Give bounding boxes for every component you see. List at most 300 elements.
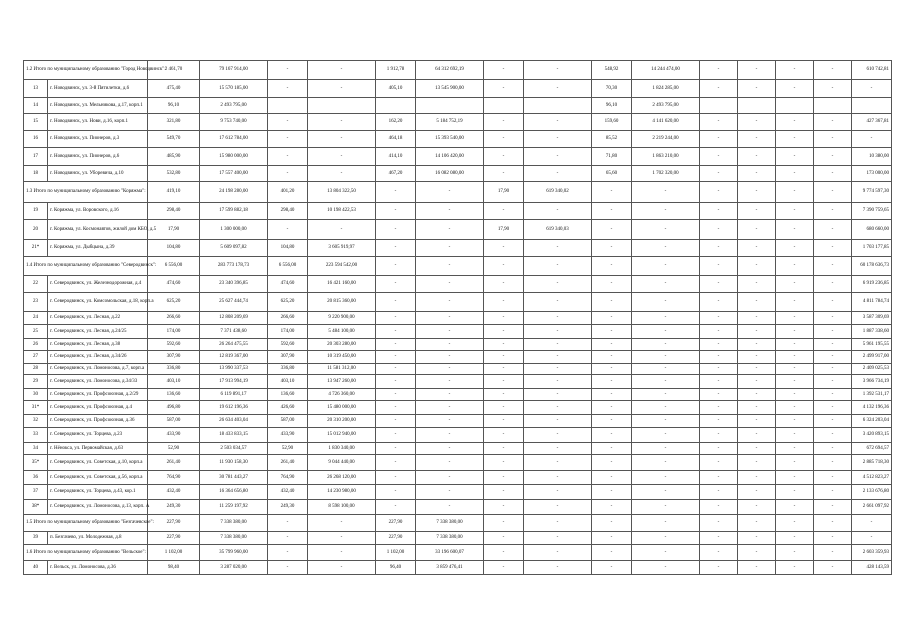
value-cell: 26 268 120,00: [308, 471, 376, 485]
value-cell: -: [738, 485, 776, 500]
value-cell: -: [814, 312, 852, 325]
value-cell: -: [524, 257, 592, 276]
row-number: 26: [24, 339, 48, 351]
address-cell: п. Безгачево, ул. Молодежная, д.8: [48, 532, 148, 545]
value-cell: 2 409 025,53: [852, 364, 892, 375]
value-cell: -: [268, 532, 308, 545]
value-cell: -: [524, 471, 592, 485]
value-cell: -: [632, 276, 700, 293]
value-cell: 3 859 476,41: [416, 561, 484, 575]
table-row: [24, 415, 892, 428]
value-cell: 401,20: [268, 182, 308, 203]
table-body: [24, 61, 892, 575]
table-row: [24, 166, 892, 182]
value-cell: -: [852, 80, 892, 98]
value-cell: [524, 98, 592, 114]
value-cell: 7 338 380,00: [416, 532, 484, 545]
value-cell: -: [738, 148, 776, 166]
value-cell: -: [592, 276, 632, 293]
value-cell: 60 178 636,73: [852, 257, 892, 276]
value-cell: -: [738, 443, 776, 455]
table-row: [24, 293, 892, 312]
row-number: 20: [24, 220, 48, 240]
value-cell: -: [814, 182, 852, 203]
value-cell: 10 319 450,00: [308, 351, 376, 364]
value-cell: 587,00: [268, 415, 308, 428]
value-cell: 13 545 900,00: [416, 80, 484, 98]
value-cell: -: [416, 375, 484, 389]
value-cell: -: [524, 364, 592, 375]
value-cell: -: [484, 364, 524, 375]
value-cell: -: [484, 455, 524, 471]
value-cell: 6 556,00: [268, 257, 308, 276]
value-cell: -: [776, 351, 814, 364]
value-cell: -: [376, 401, 416, 415]
table-row: [24, 428, 892, 443]
value-cell: 227,90: [148, 515, 200, 532]
value-cell: -: [814, 131, 852, 148]
value-cell: -: [484, 545, 524, 561]
value-cell: -: [632, 293, 700, 312]
value-cell: -: [484, 131, 524, 148]
value-cell: 17 599 882,18: [200, 203, 268, 220]
value-cell: 6 556,00: [148, 257, 200, 276]
value-cell: -: [776, 471, 814, 485]
row-number: 39: [24, 532, 48, 545]
value-cell: 1 824 285,00: [632, 80, 700, 98]
value-cell: -: [484, 443, 524, 455]
subtotal-row: [24, 61, 892, 80]
value-cell: 11 259 197,92: [200, 500, 268, 515]
value-cell: -: [376, 220, 416, 240]
value-cell: -: [308, 166, 376, 182]
value-cell: -: [776, 312, 814, 325]
value-cell: -: [416, 364, 484, 375]
value-cell: 403,10: [148, 375, 200, 389]
value-cell: 7 338 380,00: [200, 515, 268, 532]
value-cell: [308, 98, 376, 114]
value-cell: -: [524, 312, 592, 325]
value-cell: -: [738, 182, 776, 203]
value-cell: 619 340,03: [524, 220, 592, 240]
value-cell: -: [632, 257, 700, 276]
value-cell: -: [524, 293, 592, 312]
value-cell: -: [814, 166, 852, 182]
value-cell: -: [484, 500, 524, 515]
value-cell: 35 799 960,00: [200, 545, 268, 561]
value-cell: -: [268, 114, 308, 131]
table-row: [24, 98, 892, 114]
value-cell: -: [484, 293, 524, 312]
value-cell: -: [524, 515, 592, 532]
value-cell: 17 913 994,19: [200, 375, 268, 389]
value-cell: -: [524, 240, 592, 257]
value-cell: -: [738, 276, 776, 293]
value-cell: 474,60: [268, 276, 308, 293]
value-cell: -: [632, 545, 700, 561]
value-cell: -: [632, 443, 700, 455]
value-cell: -: [524, 532, 592, 545]
value-cell: -: [700, 220, 738, 240]
row-number: 13: [24, 80, 48, 98]
value-cell: -: [738, 401, 776, 415]
value-cell: 2 885 718,30: [852, 455, 892, 471]
value-cell: -: [592, 364, 632, 375]
value-cell: -: [524, 561, 592, 575]
value-cell: 4 132 196,36: [852, 401, 892, 415]
subtotal-row: [24, 257, 892, 276]
value-cell: -: [376, 182, 416, 203]
address-cell: г. Новодвинск, ул. 3-й Пятилетки, д.6: [48, 80, 148, 98]
address-cell: г. Коряжма, ул. Дыбцына, д.39: [48, 240, 148, 257]
value-cell: -: [814, 61, 852, 80]
value-cell: 33 196 600,07: [416, 545, 484, 561]
value-cell: 249,30: [268, 500, 308, 515]
value-cell: -: [776, 532, 814, 545]
row-number: 21*: [24, 240, 48, 257]
table-row: [24, 114, 892, 131]
value-cell: -: [700, 415, 738, 428]
value-cell: 136,60: [148, 389, 200, 401]
value-cell: -: [776, 515, 814, 532]
value-cell: -: [700, 61, 738, 80]
value-cell: -: [592, 203, 632, 220]
address-cell: г. Северодвинск, ул. Торцева, д.23: [48, 428, 148, 443]
value-cell: -: [776, 325, 814, 339]
value-cell: 7 338 380,00: [200, 532, 268, 545]
value-cell: 249,30: [148, 500, 200, 515]
value-cell: -: [592, 240, 632, 257]
value-cell: -: [700, 114, 738, 131]
value-cell: -: [524, 351, 592, 364]
value-cell: -: [524, 61, 592, 80]
value-cell: -: [738, 389, 776, 401]
value-cell: 307,90: [148, 351, 200, 364]
value-cell: -: [524, 114, 592, 131]
value-cell: -: [376, 240, 416, 257]
table-row: [24, 389, 892, 401]
value-cell: -: [308, 220, 376, 240]
address-cell: г. Новодвинск, ул. Уборевича, д.10: [48, 166, 148, 182]
value-cell: [700, 98, 738, 114]
value-cell: 71,80: [592, 148, 632, 166]
value-cell: 10 380,00: [852, 148, 892, 166]
value-cell: -: [776, 131, 814, 148]
value-cell: 227,90: [148, 532, 200, 545]
value-cell: 6 324 203,04: [852, 415, 892, 428]
value-cell: 173 000,00: [852, 166, 892, 182]
value-cell: -: [632, 339, 700, 351]
table-row: [24, 339, 892, 351]
table-row: [24, 455, 892, 471]
value-cell: 24 198 280,00: [200, 182, 268, 203]
value-cell: -: [814, 293, 852, 312]
value-cell: 403,10: [268, 375, 308, 389]
value-cell: -: [632, 240, 700, 257]
value-cell: -: [700, 532, 738, 545]
value-cell: -: [700, 485, 738, 500]
row-number: 30: [24, 389, 48, 401]
value-cell: 5 484 100,00: [308, 325, 376, 339]
value-cell: 433,90: [268, 428, 308, 443]
value-cell: -: [416, 428, 484, 443]
row-number: 32: [24, 415, 48, 428]
address-cell: г. Новодвинск, ул. Мельникова, д.17, корп.1: [48, 98, 148, 114]
value-cell: -: [484, 351, 524, 364]
table-row: [24, 148, 892, 166]
value-cell: -: [632, 389, 700, 401]
value-cell: 85,52: [592, 131, 632, 148]
value-cell: [814, 98, 852, 114]
value-cell: -: [416, 455, 484, 471]
value-cell: -: [484, 428, 524, 443]
value-cell: 15 980 000,00: [200, 148, 268, 166]
address-cell: г. Вельск, ул. Ломоносова, д.36: [48, 561, 148, 575]
value-cell: 433,90: [148, 428, 200, 443]
value-cell: -: [776, 182, 814, 203]
value-cell: -: [700, 240, 738, 257]
value-cell: -: [376, 257, 416, 276]
value-cell: -: [376, 293, 416, 312]
value-cell: 96,40: [376, 561, 416, 575]
value-cell: -: [776, 80, 814, 98]
value-cell: 9 753 740,00: [200, 114, 268, 131]
value-cell: -: [592, 389, 632, 401]
value-cell: -: [524, 339, 592, 351]
value-cell: -: [524, 415, 592, 428]
value-cell: -: [814, 203, 852, 220]
value-cell: -: [524, 545, 592, 561]
value-cell: -: [814, 148, 852, 166]
row-number: 34: [24, 443, 48, 455]
table-row: [24, 131, 892, 148]
value-cell: -: [376, 364, 416, 375]
value-cell: -: [814, 80, 852, 98]
value-cell: 548,92: [592, 61, 632, 80]
value-cell: -: [524, 389, 592, 401]
value-cell: -: [484, 415, 524, 428]
value-cell: -: [700, 545, 738, 561]
value-cell: 625,20: [148, 293, 200, 312]
table-row: [24, 561, 892, 575]
value-cell: -: [484, 61, 524, 80]
value-cell: 17 557 400,00: [200, 166, 268, 182]
row-number: 22: [24, 276, 48, 293]
value-cell: 10 198 422,53: [308, 203, 376, 220]
value-cell: -: [814, 240, 852, 257]
value-cell: 11 930 158,30: [200, 455, 268, 471]
value-cell: -: [524, 131, 592, 148]
value-cell: -: [524, 401, 592, 415]
value-cell: 3 420 893,15: [852, 428, 892, 443]
value-cell: -: [738, 455, 776, 471]
value-cell: -: [776, 257, 814, 276]
value-cell: 680 660,00: [852, 220, 892, 240]
value-cell: -: [308, 80, 376, 98]
value-cell: [776, 98, 814, 114]
value-cell: 2 661 097,92: [852, 500, 892, 515]
value-cell: -: [524, 455, 592, 471]
value-cell: 9 774 597,30: [852, 182, 892, 203]
address-cell: г. Северодвинск, ул. Профсоюзная, д.36: [48, 415, 148, 428]
row-number: 17: [24, 148, 48, 166]
value-cell: -: [592, 471, 632, 485]
value-cell: 20 310 200,00: [308, 415, 376, 428]
address-cell: г. Северодвинск, ул. Лесная, д.38: [48, 339, 148, 351]
value-cell: -: [308, 61, 376, 80]
value-cell: -: [814, 428, 852, 443]
table-row: [24, 375, 892, 389]
value-cell: 426,60: [268, 401, 308, 415]
value-cell: 14 244 474,00: [632, 61, 700, 80]
value-cell: 52,90: [148, 443, 200, 455]
value-cell: 2 461,70: [148, 61, 200, 80]
value-cell: 3 587 309,69: [852, 312, 892, 325]
value-cell: 12 819 367,00: [200, 351, 268, 364]
value-cell: -: [776, 500, 814, 515]
address-cell: г. Новодвинск, ул. Пионеров, д.3: [48, 131, 148, 148]
value-cell: -: [738, 240, 776, 257]
value-cell: 432,40: [268, 485, 308, 500]
value-cell: -: [592, 182, 632, 203]
address-cell: г. Северодвинск, ул. Советская, д.56, корп.а: [48, 471, 148, 485]
subtotal-row: [24, 515, 892, 532]
address-cell: г. Северодвинск, ул. Лесная, д.22: [48, 312, 148, 325]
value-cell: 592,60: [148, 339, 200, 351]
value-cell: 136,60: [268, 389, 308, 401]
row-number: 14: [24, 98, 48, 114]
address-cell: г. Северодвинск, ул. Ломоносова, д.13, корп. А: [48, 500, 148, 515]
row-number: 28: [24, 364, 48, 375]
value-cell: -: [700, 293, 738, 312]
address-cell: г. Коряжма, ул. Воровского, д.16: [48, 203, 148, 220]
value-cell: 764,90: [148, 471, 200, 485]
value-cell: 70,30: [592, 80, 632, 98]
value-cell: -: [484, 148, 524, 166]
value-cell: 17,90: [484, 220, 524, 240]
value-cell: -: [524, 80, 592, 98]
value-cell: 3 287 020,00: [200, 561, 268, 575]
value-cell: -: [814, 455, 852, 471]
value-cell: 20 303 280,00: [308, 339, 376, 351]
value-cell: -: [776, 148, 814, 166]
value-cell: 98,40: [148, 561, 200, 575]
value-cell: -: [632, 375, 700, 389]
value-cell: -: [416, 220, 484, 240]
value-cell: 336,80: [268, 364, 308, 375]
address-cell: г. Нёнокса, ул. Первомайская, д.63: [48, 443, 148, 455]
value-cell: -: [416, 401, 484, 415]
address-cell: г. Северодвинск, ул. Лесная, д.24/25: [48, 325, 148, 339]
value-cell: 2 499 917,00: [852, 351, 892, 364]
value-cell: -: [700, 500, 738, 515]
value-cell: -: [484, 203, 524, 220]
value-cell: 414,10: [376, 148, 416, 166]
value-cell: 64 312 692,19: [416, 61, 484, 80]
value-cell: -: [524, 485, 592, 500]
value-cell: 1 863 210,00: [632, 148, 700, 166]
value-cell: 1 300 000,00: [200, 220, 268, 240]
value-cell: -: [700, 166, 738, 182]
value-cell: [416, 98, 484, 114]
value-cell: -: [308, 515, 376, 532]
value-cell: -: [814, 339, 852, 351]
value-cell: 1 102,00: [148, 545, 200, 561]
value-cell: -: [592, 220, 632, 240]
row-number: 36: [24, 471, 48, 485]
value-cell: -: [484, 515, 524, 532]
row-number: 31*: [24, 401, 48, 415]
value-cell: 1 912,78: [376, 61, 416, 80]
value-cell: -: [776, 455, 814, 471]
value-cell: -: [776, 240, 814, 257]
row-number: 35*: [24, 455, 48, 471]
value-cell: -: [738, 131, 776, 148]
value-cell: -: [738, 203, 776, 220]
value-cell: -: [376, 389, 416, 401]
value-cell: -: [738, 293, 776, 312]
value-cell: -: [376, 351, 416, 364]
row-number: 15: [24, 114, 48, 131]
value-cell: -: [524, 500, 592, 515]
value-cell: -: [484, 325, 524, 339]
value-cell: 25 627 444,74: [200, 293, 268, 312]
address-cell: г. Новодвинск, ул. Нови, д.16, корп.1: [48, 114, 148, 131]
value-cell: -: [376, 428, 416, 443]
value-cell: 96,10: [148, 98, 200, 114]
value-cell: -: [700, 401, 738, 415]
group-label: 1.2 Итого по муниципальному образованию "Город Новодвинск":: [24, 61, 148, 80]
row-number: 24: [24, 312, 48, 325]
value-cell: 26 634 403,04: [200, 415, 268, 428]
housing-register-table: [23, 60, 892, 575]
value-cell: 5 609 097,82: [200, 240, 268, 257]
value-cell: -: [308, 532, 376, 545]
value-cell: 227,90: [376, 532, 416, 545]
value-cell: -: [484, 114, 524, 131]
value-cell: -: [738, 545, 776, 561]
value-cell: 13 804 322,50: [308, 182, 376, 203]
value-cell: -: [700, 561, 738, 575]
value-cell: -: [632, 455, 700, 471]
value-cell: -: [592, 325, 632, 339]
group-label: 1.3 Итого по муниципальному образованию "Коряжма":: [24, 182, 148, 203]
value-cell: -: [814, 276, 852, 293]
value-cell: -: [632, 485, 700, 500]
value-cell: 16 421 160,00: [308, 276, 376, 293]
value-cell: [376, 98, 416, 114]
value-cell: -: [700, 455, 738, 471]
value-cell: -: [416, 485, 484, 500]
value-cell: 7 371 438,60: [200, 325, 268, 339]
address-cell: г. Северодвинск, ул. Торцева, д.43, кор.1: [48, 485, 148, 500]
value-cell: 104,80: [148, 240, 200, 257]
value-cell: -: [632, 351, 700, 364]
table-row: [24, 485, 892, 500]
row-number: 29: [24, 375, 48, 389]
table-row: [24, 364, 892, 375]
value-cell: -: [814, 351, 852, 364]
value-cell: 26 264 475,55: [200, 339, 268, 351]
value-cell: -: [416, 351, 484, 364]
value-cell: -: [776, 220, 814, 240]
value-cell: -: [700, 80, 738, 98]
value-cell: -: [776, 415, 814, 428]
value-cell: 7 390 759,65: [852, 203, 892, 220]
value-cell: -: [268, 61, 308, 80]
value-cell: -: [776, 364, 814, 375]
value-cell: 4 726 360,00: [308, 389, 376, 401]
